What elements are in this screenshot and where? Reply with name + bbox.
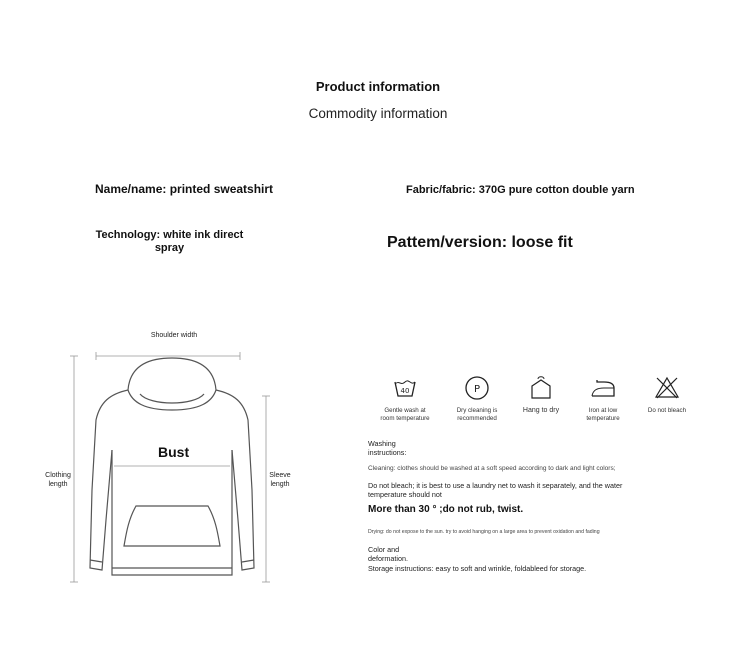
hoodie-size-diagram (40, 320, 300, 600)
care-label: Do not bleach (647, 407, 687, 414)
washing-heading: Washing instructions: (368, 439, 407, 457)
product-technology: Technology: white ink direct spray (95, 229, 244, 254)
product-fabric: Fabric/fabric: 370G pure cotton double yarn (406, 184, 635, 196)
care-label: Hang to dry (522, 407, 560, 414)
svg-text:40: 40 (400, 387, 410, 395)
sleeve-length-label: Sleeve length (269, 472, 291, 488)
page-title: Product information (315, 79, 441, 94)
washing-drying: Drying: do not expose to the sun. try to avoid hanging on a large area to prevent oxidation and fading (368, 529, 600, 535)
washing-storage: Storage instructions: easy to soft and wrinkle, foldableed for storage. (368, 564, 587, 573)
washing-bleach: Do not bleach; it is best to use a laundry net to wash it separately, and the water temperature should not (368, 481, 623, 499)
care-icons-row (380, 374, 700, 424)
hoodie-outline-icon (40, 320, 300, 600)
no-bleach-icon (653, 374, 681, 402)
svg-text:P: P (473, 384, 481, 395)
care-label: Dry cleaning is recommended (456, 407, 498, 422)
care-item (452, 374, 502, 423)
product-pattern: Pattem/version: loose fit (387, 234, 573, 251)
wash-40-icon (391, 374, 419, 402)
care-label: Gentle wash at room temperature (380, 407, 430, 422)
washing-color: Color and deformation. (368, 545, 408, 563)
iron-low-icon (589, 374, 617, 402)
care-item (642, 374, 692, 415)
care-item (380, 374, 430, 423)
washing-cleaning: Cleaning: clothes should be washed at a soft speed according to dark and light colors; (368, 465, 616, 472)
dry-clean-p-icon (463, 374, 491, 402)
bust-label: Bust (158, 444, 190, 460)
washing-temperature: More than 30 ° ;do not rub, twist. (368, 504, 524, 515)
care-label: Iron at low temperature (586, 407, 620, 422)
product-name: Name/name: printed sweatshirt (95, 182, 274, 196)
clothing-length-label: Clothing length (45, 472, 71, 488)
page-subtitle: Commodity information (308, 106, 448, 121)
hang-dry-icon (527, 374, 555, 402)
shoulder-width-label: Shoulder width (150, 332, 198, 339)
care-item (578, 374, 628, 423)
care-item (516, 374, 566, 415)
